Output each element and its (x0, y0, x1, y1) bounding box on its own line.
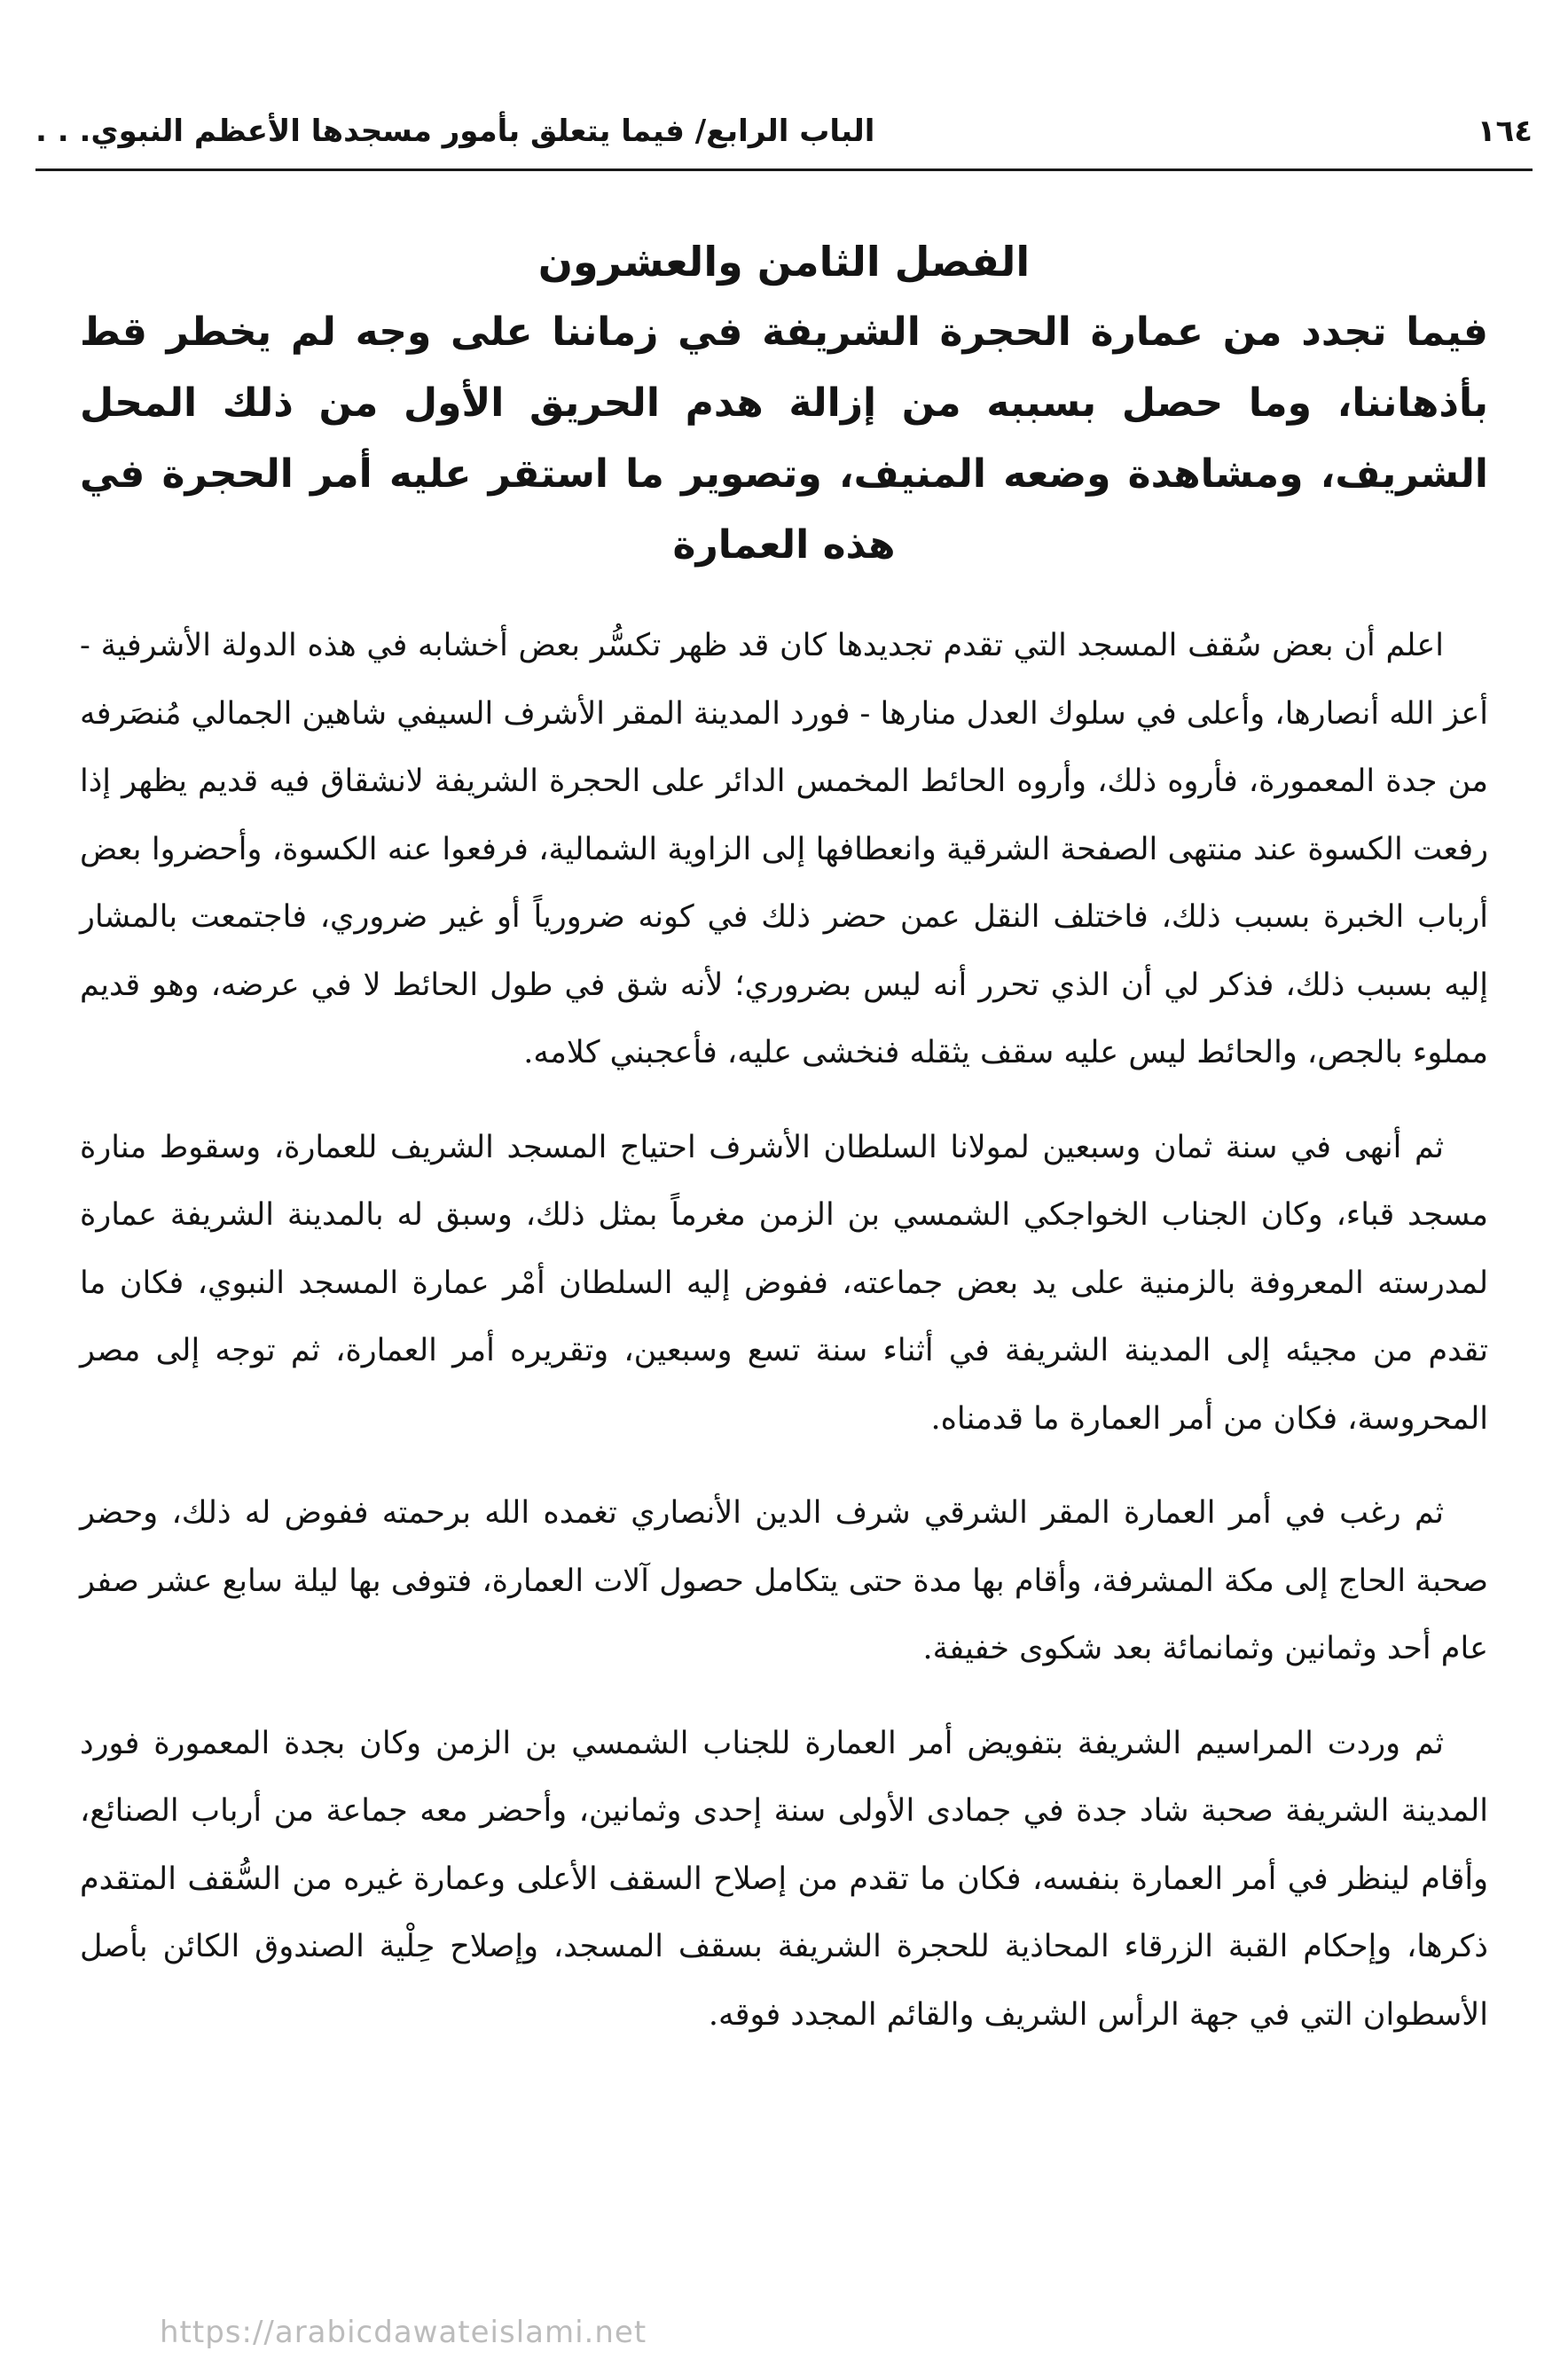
chapter-number: الفصل الثامن والعشرون (537, 238, 1031, 286)
body-text (80, 612, 1488, 2049)
paragraph-4: ثم وردت المراسيم الشريفة بتفويض أمر العمارة للجناب الشمسي بن الزمن وكان بجدة المعمورة فورد المدينة الشريفة صحبة شاد جدة في جمادى الأولى سنة إحدى وثمانين، وأحضر معه جماعة من أرباب الصنائع، وأقام لينظر في أمر العمارة بنفسه، فكان ما تقدم من إصلاح السقف الأعلى وعمارة غيره من السُّقف المتقدم ذكرها، وإحكام القبة الزرقاء المحاذية للحجرة الشريفة بسقف المسجد، وإصلاح حِلْية الصندوق الكائن بأصل الأسطوان التي في جهة الرأس الشريف والقائم المجدد فوقه. (80, 1725, 1488, 2033)
chapter-heading (80, 226, 1488, 581)
paragraph-1: اعلم أن بعض سُقف المسجد التي تقدم تجديدها كان قد ظهر تكسُّر بعض أخشابه في هذه الدولة الأشرفية - أعز الله أنصارها، وأعلى في سلوك العدل منارها - فورد المدينة المقر الأشرف السيفي شاهين الجمالي مُنصَرفه من جدة المعمورة، فأروه ذلك، وأروه الحائط المخمس الدائر على الحجرة الشريفة لانشقاق فيه قديم يظهر إذا رفعت الكسوة عند منتهى الصفحة الشرقية وانعطافها إلى الزاوية الشمالية، فرفعوا عنه الكسوة، وأحضروا بعض أرباب الخبرة بسبب ذلك، فاختلف النقل عمن حضر ذلك في كونه ضرورياً أو غير ضروري، فاجتمعت بالمشار إليه بسبب ذلك، فذكر لي أن الذي تحرر أنه ليس بضروري؛ لأنه شق في طول الحائط لا في عرضه، وهو قديم مملوء بالجص، والحائط ليس عليه سقف يثقله فنخشى عليه، فأعجبني كلامه. (80, 628, 1488, 1070)
running-header (35, 105, 1533, 158)
running-title: الباب الرابع/ فيما يتعلق بأمور مسجدها الأعظم النبوي. . . (35, 114, 875, 149)
paragraph-2: ثم أنهى في سنة ثمان وسبعين لمولانا السلطان الأشرف احتياج المسجد الشريف للعمارة، وسقوط منارة مسجد قباء، وكان الجناب الخواجكي الشمسي بن الزمن مغرماً بمثل ذلك، وسبق له بالمدينة الشريفة عمارة لمدرسته المعروفة بالزمنية على يد بعض جماعته، ففوض إليه السلطان أمْر عمارة المسجد النبوي، فكان ما تقدم من مجيئه إلى المدينة الشريفة في أثناء سنة تسع وسبعين، وتقريره أمر العمارة، ثم توجه إلى مصر المحروسة، فكان من أمر العمارة ما قدمناه. (80, 1129, 1488, 1437)
header-rule (35, 169, 1533, 171)
page-number: ١٦٤ (1477, 114, 1533, 149)
paragraph-3: ثم رغب في أمر العمارة المقر الشرقي شرف الدين الأنصاري تغمده الله برحمته ففوض له ذلك، وحضر صحبة الحاج إلى مكة المشرفة، وأقام بها مدة حتى يتكامل حصول آلات العمارة، فتوفى بها ليلة سابع عشر صفر عام أحد وثمانين وثمانمائة بعد شكوى خفيفة. (80, 1495, 1488, 1666)
chapter-title: فيما تجدد من عمارة الحجرة الشريفة في زماننا على وجه لم يخطر قط بأذهاننا، وما حصل بسببه من إزالة هدم الحريق الأول من ذلك المحل الشريف، ومشاهدة وضعه المنيف، وتصوير ما استقر عليه أمر الحجرة في هذه العمارة (80, 310, 1488, 568)
watermark-url: https://arabicdawateislami.net (160, 2315, 647, 2350)
